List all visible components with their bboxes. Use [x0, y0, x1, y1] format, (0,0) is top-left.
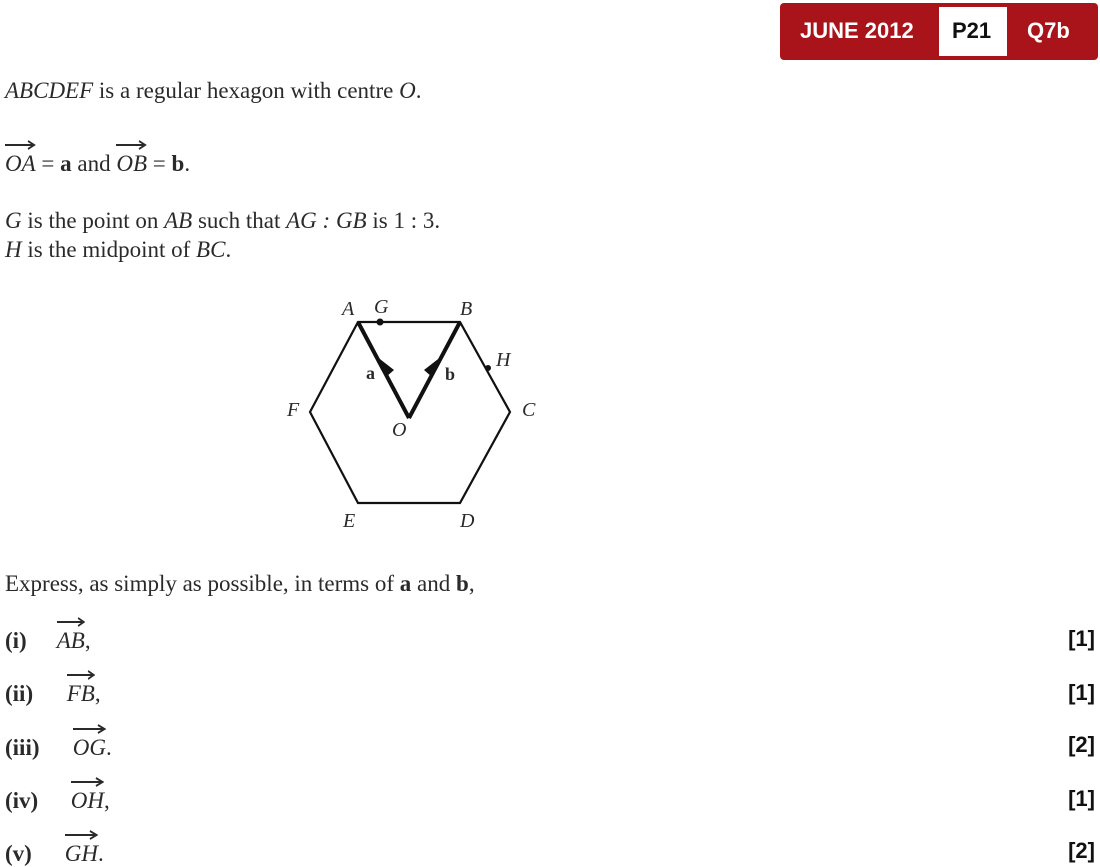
vector-oa	[5, 151, 36, 177]
label-h: H	[496, 349, 511, 371]
part-vector	[65, 841, 98, 867]
sentence-end: ,	[468, 571, 475, 596]
part-end: .	[105, 735, 112, 760]
point-h-dot	[485, 365, 491, 371]
vector-arrow-icon	[67, 669, 95, 681]
part-label: (i)	[5, 628, 27, 653]
part-vector	[71, 788, 104, 814]
label-d: D	[460, 510, 475, 532]
part-vector	[73, 735, 106, 761]
vector-ob-label: OB	[116, 151, 148, 176]
question-part	[5, 681, 101, 707]
hexagon-statement	[5, 78, 421, 104]
centre-end: .	[415, 78, 422, 103]
point-h: H	[5, 237, 22, 262]
vector-b: b	[171, 151, 185, 176]
hexagon-diagram	[270, 288, 560, 538]
question-part	[5, 841, 104, 867]
point-h-statement	[5, 237, 231, 263]
question-part	[5, 628, 91, 654]
centre-label: O	[399, 78, 416, 103]
part-label: (ii)	[5, 681, 34, 706]
part-vector-label: AB	[56, 628, 85, 653]
equals-sign: =	[152, 151, 166, 176]
label-f: F	[287, 399, 300, 421]
part-label: (iii)	[5, 735, 40, 760]
vector-arrow-icon	[73, 723, 106, 735]
part-vector-label: OH	[70, 788, 104, 813]
label-e: E	[343, 510, 356, 532]
part-end: ,	[84, 628, 91, 653]
hexagon-text: is a regular hexagon with centre	[98, 78, 394, 103]
question-part	[5, 788, 110, 814]
question-number: Q7b	[1027, 18, 1070, 43]
exam-reference-badge	[780, 3, 1098, 60]
arrowhead-b-icon	[424, 356, 442, 377]
marks: [1]	[1068, 626, 1095, 651]
sentence-end: .	[184, 151, 191, 176]
label-o: O	[392, 419, 407, 441]
paper-number: P21	[952, 18, 992, 43]
part-vector-label: OG	[72, 735, 106, 760]
exam-session: JUNE 2012	[800, 18, 914, 43]
hexagon-name: ABCDEF	[5, 78, 94, 103]
text: such that	[197, 208, 281, 233]
ratio: AG : GB	[286, 208, 367, 233]
vector-arrow-icon	[5, 139, 36, 151]
vector-a: a	[399, 571, 412, 596]
text: is the point on	[27, 208, 159, 233]
vector-ob	[116, 151, 147, 177]
label-a: A	[342, 298, 355, 320]
marks: [1]	[1068, 680, 1095, 705]
label-g: G	[374, 296, 389, 318]
question-part	[5, 735, 112, 761]
part-vector-label: FB	[66, 681, 95, 706]
instruction-text: Express, as simply as possible, in terms of	[5, 571, 395, 596]
part-label: (iv)	[5, 788, 39, 813]
part-vector-label: GH	[64, 841, 98, 866]
text: is the midpoint of	[27, 237, 191, 262]
point-g-statement	[5, 208, 440, 234]
label-vector-b: b	[445, 364, 456, 384]
point-g-dot	[377, 319, 384, 326]
segment-bc: BC	[196, 237, 226, 262]
and-word: and	[77, 151, 111, 176]
label-vector-a: a	[366, 363, 375, 383]
marks: [2]	[1068, 732, 1095, 757]
label-c: C	[522, 399, 536, 421]
part-end: ,	[103, 788, 110, 813]
vector-b: b	[456, 571, 469, 596]
text: .	[225, 237, 232, 262]
vector-arrow-icon	[57, 616, 85, 628]
part-end: ,	[94, 681, 101, 706]
segment-ab: AB	[164, 208, 193, 233]
instruction	[5, 571, 475, 597]
part-label: (v)	[5, 841, 32, 866]
and-word: and	[417, 571, 451, 596]
marks: [1]	[1068, 786, 1095, 811]
part-vector	[57, 628, 85, 654]
vector-a: a	[60, 151, 72, 176]
label-b: B	[460, 298, 473, 320]
equals-sign: =	[41, 151, 55, 176]
vector-arrow-icon	[116, 139, 147, 151]
vector-arrow-icon	[65, 829, 98, 841]
vector-oa-label: OA	[5, 151, 36, 176]
vector-arrow-icon	[71, 776, 104, 788]
point-g: G	[5, 208, 22, 233]
vector-definitions	[5, 151, 190, 177]
marks: [2]	[1068, 838, 1095, 863]
part-vector	[67, 681, 95, 707]
arrowhead-a-icon	[376, 356, 394, 377]
part-end: .	[97, 841, 104, 866]
text: is 1 : 3.	[372, 208, 441, 233]
